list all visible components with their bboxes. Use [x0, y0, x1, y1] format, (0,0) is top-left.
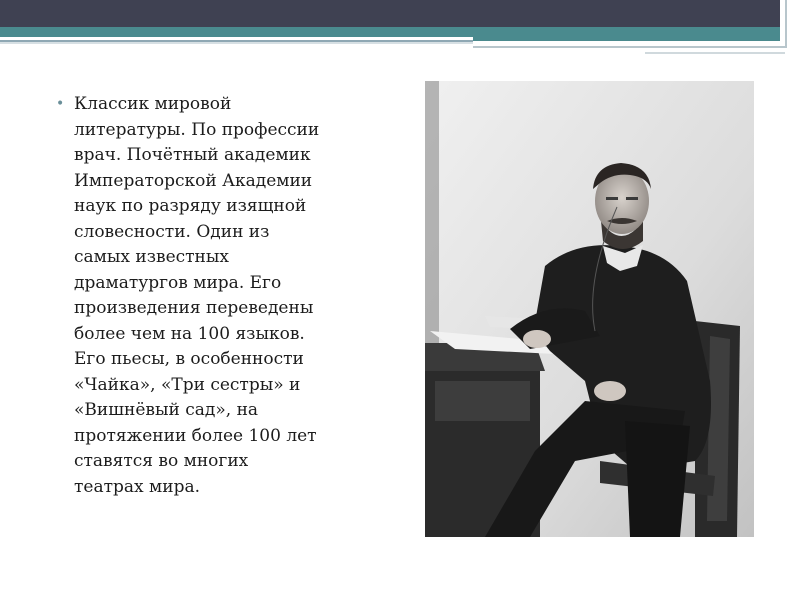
bullet-icon: •: [56, 96, 65, 112]
header-dark-bar: [0, 0, 780, 27]
portrait-photo: [425, 81, 754, 537]
body-line: самых известных: [74, 247, 230, 267]
bullet-paragraph: [56, 92, 396, 500]
header-underline-short: [645, 52, 785, 54]
header-underline: [473, 46, 785, 48]
body-line: наук по разряду изящной: [74, 196, 307, 216]
body-line: «Вишнёвый сад», на: [74, 400, 259, 420]
body-line: Классик мировой: [74, 94, 232, 114]
body-line: произведения переведены: [74, 298, 314, 318]
body-line: драматургов мира. Его: [74, 272, 282, 293]
body-line: Его пьесы, в особенности: [74, 349, 304, 369]
body-line: ставятся во многих: [74, 451, 249, 471]
slide-body: [56, 92, 396, 500]
body-line: Императорской Академии: [74, 170, 313, 191]
header-right-edge: [780, 0, 800, 50]
header-teal-bar: [0, 27, 780, 37]
header-thin-line-light: [0, 42, 473, 44]
body-line: протяжении более 100 лет: [74, 425, 317, 446]
body-line: «Чайка», «Три сестры» и: [74, 374, 301, 395]
header-teal-accent: [473, 37, 780, 41]
body-line: литературы. По профессии: [74, 119, 320, 140]
body-line: более чем на 100 языков.: [74, 323, 305, 344]
body-line: врач. Почётный академик: [74, 145, 311, 165]
body-line: словесности. Один из: [74, 221, 270, 242]
header-right-edge-line: [785, 0, 787, 48]
body-line: театрах мира.: [74, 476, 200, 497]
